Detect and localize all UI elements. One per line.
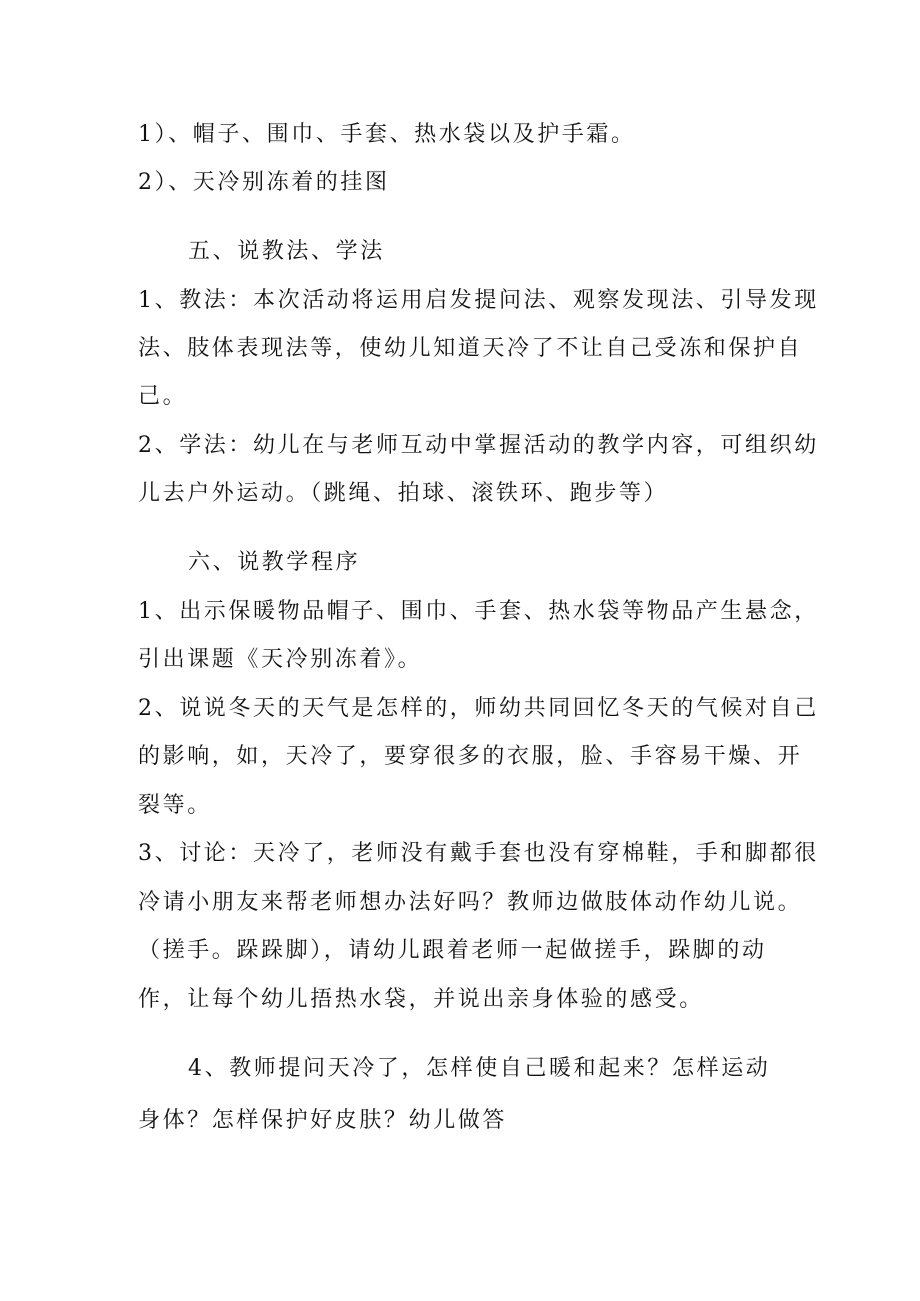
material-item-2: 2）、天冷别冻着的挂图 [138, 170, 390, 195]
section-heading-methods: 五、说教法、学法 [188, 239, 385, 264]
paragraph-line: 身体？怎样保护好皮肤？幼儿做答 [138, 1108, 508, 1133]
paragraph-line: 法、肢体表现法等，使幼儿知道天冷了不让自己受冻和保护自 [138, 336, 803, 361]
material-item-1: 1）、帽子、围巾、手套、热水袋以及护手霜。 [138, 122, 636, 147]
paragraph-line: 1、教法：本次活动将运用启发提问法、观察发现法、引导发现 [138, 288, 819, 313]
paragraph-line: 的影响，如，天冷了，要穿很多的衣服，脸、手容易干燥、开 [138, 744, 803, 769]
section-heading-procedure: 六、说教学程序 [188, 550, 361, 575]
paragraph-line: 作，让每个幼儿捂热水袋，并说出亲身体验的感受。 [138, 987, 704, 1012]
paragraph-line: 3、讨论：天冷了，老师没有戴手套也没有穿棉鞋，手和脚都很 [138, 841, 819, 866]
paragraph-line: 4、教师提问天冷了，怎样使自己暖和起来？怎样运动 [188, 1056, 771, 1081]
paragraph-line: 2、说说冬天的天气是怎样的，师幼共同回忆冬天的气候对自己 [138, 696, 819, 721]
paragraph-line: 己。 [138, 384, 188, 409]
paragraph-line: 1、出示保暖物品帽子、围巾、手套、热水袋等物品产生悬念， [138, 599, 819, 624]
paragraph-line: 裂等。 [138, 793, 212, 818]
paragraph-line: 冷请小朋友来帮老师想办法好吗？教师边做肢体动作幼儿说。 [138, 890, 803, 915]
paragraph-line: 引出课题《天冷别冻着》。 [138, 647, 423, 672]
paragraph-line: （搓手。跺跺脚），请幼儿跟着老师一起做搓手，跺脚的动 [138, 938, 767, 963]
paragraph-line: 2、学法：幼儿在与老师互动中掌握活动的教学内容，可组织幼 [138, 433, 819, 458]
paragraph-line: 儿去户外运动。（跳绳、拍球、滚铁环、跑步等） [138, 481, 669, 506]
